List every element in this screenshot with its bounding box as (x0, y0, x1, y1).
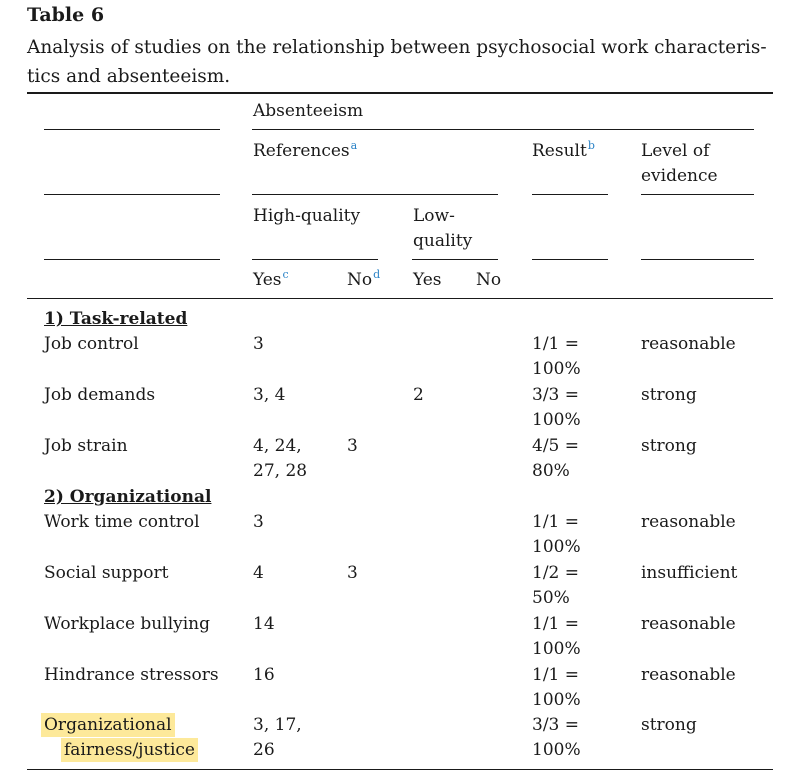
row-hq-yes: 14 (253, 614, 275, 634)
row-hq-yes: 4, 24, (253, 436, 302, 456)
row-name: Work time control (44, 512, 200, 532)
row-result: 3/3 = (532, 715, 580, 735)
table-label: Table 6 (27, 4, 105, 26)
header-references-text: References (253, 141, 350, 161)
row-level: reasonable (641, 614, 736, 634)
caption-line-2: tics and absenteeism. (27, 66, 231, 87)
table-caption (27, 33, 777, 91)
rule-h2-label (44, 194, 220, 195)
row-hq-yes: 3 (253, 512, 264, 532)
row-name-highlighted (44, 717, 175, 734)
header-no-high (347, 268, 381, 290)
row-hq-yes: 3, 17, (253, 715, 302, 735)
row-result: 1/2 = (532, 563, 580, 583)
row-result: 100% (532, 690, 581, 710)
row-name: Hindrance stressors (44, 665, 219, 685)
rule-h2-result (532, 194, 608, 195)
row-result: 1/1 = (532, 665, 580, 685)
row-result: 1/1 = (532, 334, 580, 354)
rule-h3-high-quality (252, 259, 378, 260)
row-level: strong (641, 385, 697, 405)
row-level: reasonable (641, 334, 736, 354)
section-title: 2) Organizational (44, 487, 212, 507)
rule-h3-level (641, 259, 754, 260)
row-level: reasonable (641, 665, 736, 685)
rule-h1-absenteeism (252, 129, 754, 130)
caption-line-1: Analysis of studies on the relationship between psychosocial work characteris- (27, 37, 767, 58)
header-no-low: No (476, 270, 502, 290)
header-absenteeism: Absenteeism (253, 101, 364, 121)
row-result: 100% (532, 359, 581, 379)
row-result: 50% (532, 588, 570, 608)
header-references (253, 139, 358, 161)
header-result (532, 139, 595, 161)
row-result: 100% (532, 537, 581, 557)
footnote-a-marker: a (350, 139, 358, 152)
row-result: 3/3 = (532, 385, 580, 405)
header-level-of: Level of (641, 141, 710, 161)
row-result: 1/1 = (532, 512, 580, 532)
header-low-quality-2: quality (413, 231, 473, 251)
header-no-high-text: No (347, 270, 373, 290)
footnote-c-marker: c (282, 268, 289, 281)
row-result: 100% (532, 740, 581, 760)
rule-h3-result (532, 259, 608, 260)
row-name: Job strain (44, 436, 128, 456)
row-name: Job demands (44, 385, 156, 405)
header-yes-high (253, 268, 289, 290)
row-name: Workplace bullying (44, 614, 210, 634)
header-bottom-rule (27, 298, 773, 299)
rule-h3-low-quality (412, 259, 498, 260)
row-hq-yes: 27, 28 (253, 461, 308, 481)
row-name: Job control (44, 334, 139, 354)
row-level: reasonable (641, 512, 736, 532)
row-name: Social support (44, 563, 169, 583)
table-bottom-rule (27, 769, 773, 770)
row-result: 1/1 = (532, 614, 580, 634)
header-low-quality-1: Low- (413, 206, 455, 226)
header-yes-low: Yes (413, 270, 442, 290)
row-hq-no: 3 (347, 436, 358, 456)
row-level: strong (641, 715, 697, 735)
rule-h1-label (44, 129, 220, 130)
section-title: 1) Task-related (44, 309, 188, 329)
row-level: strong (641, 436, 697, 456)
header-evidence: evidence (641, 166, 718, 186)
header-yes-high-text: Yes (253, 270, 282, 290)
highlight-mark: Organizational (41, 713, 175, 737)
highlight-mark: fairness/justice (61, 738, 198, 762)
row-name-highlighted (64, 742, 198, 759)
rule-h2-references (252, 194, 498, 195)
row-hq-yes: 3 (253, 334, 264, 354)
footnote-d-marker: d (373, 268, 381, 281)
row-level: insufficient (641, 563, 738, 583)
row-hq-yes: 4 (253, 563, 264, 583)
row-hq-yes: 26 (253, 740, 275, 760)
row-result: 100% (532, 639, 581, 659)
row-result: 100% (532, 410, 581, 430)
footnote-b-marker: b (587, 139, 595, 152)
row-lq-yes: 2 (413, 385, 424, 405)
rule-h2-level (641, 194, 754, 195)
row-result: 80% (532, 461, 570, 481)
row-result: 4/5 = (532, 436, 580, 456)
header-high-quality: High-quality (253, 206, 361, 226)
rule-h3-label (44, 259, 220, 260)
row-hq-yes: 16 (253, 665, 275, 685)
row-hq-yes: 3, 4 (253, 385, 286, 405)
table-top-rule (27, 92, 773, 94)
header-result-text: Result (532, 141, 587, 161)
row-hq-no: 3 (347, 563, 358, 583)
